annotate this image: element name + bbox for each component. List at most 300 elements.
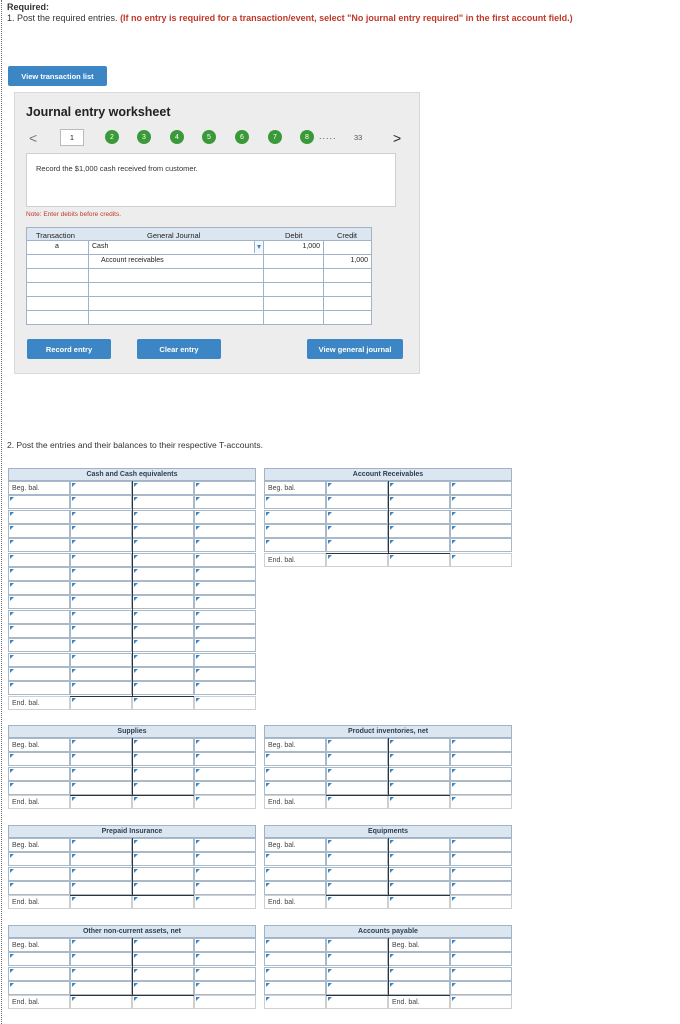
posting-field[interactable] [132,867,194,881]
beg-bal-field[interactable] [450,481,512,495]
beg-bal-field[interactable] [132,738,194,752]
required-instructions [7,2,667,24]
posting-field[interactable] [132,610,194,624]
page-2-button[interactable]: 2 [105,130,119,144]
transaction-cell[interactable] [27,311,89,324]
posting-field[interactable] [70,538,132,552]
t-account-divider [388,738,389,795]
debit-field[interactable] [264,255,324,268]
beg-bal-field[interactable] [326,738,388,752]
t-account-divider [388,838,389,895]
beg-bal-label [388,938,450,952]
posting-field[interactable] [8,624,70,638]
posting-field[interactable] [388,767,450,781]
t-account-title: Supplies [8,725,256,738]
posting-field[interactable] [132,495,194,509]
posting-field[interactable] [264,852,326,866]
posting-field[interactable] [132,881,194,895]
t-account-divider [388,481,389,553]
posting-field[interactable] [8,538,70,552]
posting-field[interactable] [194,495,256,509]
beg-bal-field[interactable] [388,838,450,852]
posting-field[interactable] [8,867,70,881]
debit-field[interactable] [264,311,324,324]
end-bal-field[interactable] [132,895,194,909]
journal-table-header [26,227,372,241]
end-bal-field[interactable] [264,995,326,1009]
beg-bal-field[interactable] [194,481,256,495]
account-field[interactable] [89,241,264,254]
view-general-journal-button[interactable]: View general journal [307,339,403,359]
posting-field[interactable] [388,524,450,538]
posting-field[interactable] [326,495,388,509]
end-bal-field[interactable] [194,795,256,809]
end-bal-field[interactable] [388,895,450,909]
posting-field[interactable] [132,981,194,995]
posting-field[interactable] [70,567,132,581]
posting-field[interactable] [326,967,388,981]
posting-field[interactable] [326,867,388,881]
posting-field[interactable] [388,981,450,995]
posting-field[interactable] [70,852,132,866]
beg-bal-field[interactable] [194,938,256,952]
posting-field[interactable] [194,638,256,652]
view-transaction-list-button[interactable]: View transaction list [8,66,107,86]
transaction-cell[interactable] [27,283,89,296]
posting-field[interactable] [388,867,450,881]
beg-bal-label [8,738,70,752]
posting-field[interactable] [132,667,194,681]
required-title: Required: [7,2,50,12]
credit-field[interactable] [324,269,371,282]
end-bal-label [264,553,326,567]
account-field[interactable] [89,255,264,268]
beg-bal-label [264,481,326,495]
posting-field[interactable] [326,781,388,795]
posting-field[interactable] [70,524,132,538]
posting-field[interactable] [450,767,512,781]
debit-field[interactable] [264,297,324,310]
posting-field[interactable] [264,767,326,781]
posting-field[interactable] [70,867,132,881]
end-bal-label [8,795,70,809]
t-account-title: Equipments [264,825,512,838]
posting-field[interactable] [70,881,132,895]
posting-field[interactable] [8,767,70,781]
posting-field[interactable] [388,952,450,966]
posting-field[interactable] [326,752,388,766]
header-transaction: Transaction [36,231,75,240]
beg-bal-field[interactable] [70,838,132,852]
balance-rule [70,995,194,996]
debit-field[interactable] [264,269,324,282]
posting-field[interactable] [194,952,256,966]
posting-field[interactable] [450,952,512,966]
posting-field[interactable] [70,581,132,595]
credit-field[interactable] [324,241,371,254]
posting-field[interactable] [194,624,256,638]
debit-credit-note: Note: Enter debits before credits. [26,211,122,218]
posting-field[interactable] [8,852,70,866]
end-bal-text: End. bal. [268,799,296,807]
posting-field[interactable] [8,610,70,624]
end-bal-row [8,895,256,909]
posting-field[interactable] [70,667,132,681]
current-page-box[interactable]: 1 [60,129,84,146]
beg-bal-field[interactable] [326,938,388,952]
posting-field[interactable] [388,510,450,524]
journal-row [26,241,372,255]
end-bal-row [264,995,512,1009]
t-account-title: Accounts payable [264,925,512,938]
end-bal-text: End. bal. [12,999,40,1007]
end-bal-field[interactable] [388,553,450,567]
page-4-button[interactable]: 4 [170,130,184,144]
posting-field[interactable] [194,553,256,567]
header-credit: Credit [337,231,358,240]
posting-field[interactable] [264,881,326,895]
account-field[interactable] [89,311,264,324]
posting-field[interactable] [450,981,512,995]
prev-page-arrow-icon[interactable]: < [29,130,38,146]
posting-field[interactable] [194,981,256,995]
debit-field[interactable] [264,241,324,254]
posting-field[interactable] [450,538,512,552]
posting-field[interactable] [326,981,388,995]
posting-field[interactable] [264,967,326,981]
beg-bal-text: Beg. bal. [268,485,296,492]
account-name: Account receivables [101,257,164,264]
end-bal-field[interactable] [326,995,388,1009]
posting-field[interactable] [70,638,132,652]
posting-field[interactable] [132,567,194,581]
beg-bal-field[interactable] [194,838,256,852]
end-bal-field[interactable] [326,895,388,909]
posting-field[interactable] [8,681,70,695]
balance-rule [326,553,450,554]
beg-bal-field[interactable] [194,738,256,752]
beg-bal-field[interactable] [388,738,450,752]
pages-ellipsis: ..... [319,131,337,141]
part-2-instruction: 2. Post the entries and their balances to their respective T-accounts. [7,440,263,450]
beg-bal-field[interactable] [70,738,132,752]
posting-field[interactable] [132,538,194,552]
end-bal-field[interactable] [388,795,450,809]
beg-bal-label [264,838,326,852]
page-8-button[interactable]: 8 [300,130,314,144]
posting-field[interactable] [70,510,132,524]
posting-field[interactable] [326,510,388,524]
beg-bal-text: Beg. bal. [268,742,296,749]
beg-bal-field[interactable] [70,481,132,495]
posting-field[interactable] [8,653,70,667]
posting-field[interactable] [70,595,132,609]
end-bal-field[interactable] [132,995,194,1009]
posting-field[interactable] [264,495,326,509]
header-general-journal: General Journal [147,231,201,240]
posting-field[interactable] [132,852,194,866]
required-instruction: 1. Post the required entries. (If no entry is required for a transaction/event, select "No journal entry required" in the first account field.) [7,13,573,23]
posting-field[interactable] [264,981,326,995]
posting-field[interactable] [326,767,388,781]
posting-field[interactable] [132,595,194,609]
posting-field[interactable] [450,752,512,766]
account-field[interactable] [89,269,264,282]
posting-field[interactable] [388,781,450,795]
beg-bal-label [8,838,70,852]
journal-row [26,311,372,325]
posting-field[interactable] [194,524,256,538]
header-debit: Debit [285,231,303,240]
posting-field[interactable] [388,495,450,509]
end-bal-field[interactable] [194,696,256,710]
posting-field[interactable] [70,681,132,695]
credit-field[interactable] [324,255,371,268]
posting-field[interactable] [194,881,256,895]
t-account-title: Account Receivables [264,468,512,481]
dropdown-arrow-icon[interactable] [254,241,263,253]
credit-field[interactable] [324,297,371,310]
beg-bal-text: Beg. bal. [12,485,40,492]
page-6-button[interactable]: 6 [235,130,249,144]
posting-field[interactable] [70,781,132,795]
posting-field[interactable] [194,510,256,524]
posting-field[interactable] [70,653,132,667]
account-name: Cash [92,243,109,250]
transaction-cell[interactable] [27,255,89,268]
posting-field[interactable] [8,781,70,795]
transaction-cell[interactable] [27,241,89,254]
page-7-button[interactable]: 7 [268,130,282,144]
posting-field[interactable] [8,967,70,981]
account-field[interactable] [89,297,264,310]
clear-entry-button[interactable]: Clear entry [137,339,221,359]
posting-field[interactable] [194,610,256,624]
posting-field[interactable] [450,881,512,895]
page-5-button[interactable]: 5 [202,130,216,144]
posting-field[interactable] [326,524,388,538]
end-bal-field[interactable] [450,795,512,809]
posting-field[interactable] [70,952,132,966]
posting-field[interactable] [132,510,194,524]
t-account-divider [388,938,389,995]
beg-bal-label [8,481,70,495]
end-bal-text: End. bal. [12,799,40,807]
posting-field[interactable] [132,624,194,638]
beg-bal-field[interactable] [326,481,388,495]
balance-rule [326,795,450,796]
posting-field[interactable] [264,781,326,795]
t-account-divider [132,481,133,696]
end-bal-label [8,696,70,710]
posting-field[interactable] [8,952,70,966]
transaction-description: Record the $1,000 cash received from customer. [36,164,198,173]
end-bal-field[interactable] [70,995,132,1009]
posting-field[interactable] [132,752,194,766]
beg-bal-field[interactable] [132,938,194,952]
end-bal-field[interactable] [194,995,256,1009]
balance-rule [70,696,194,697]
posting-field[interactable] [264,867,326,881]
posting-field[interactable] [194,581,256,595]
posting-field[interactable] [194,653,256,667]
posting-field[interactable] [264,524,326,538]
beg-bal-field[interactable] [450,938,512,952]
end-bal-field[interactable] [132,696,194,710]
posting-field[interactable] [70,767,132,781]
credit-field[interactable] [324,283,371,296]
end-bal-field[interactable] [70,895,132,909]
next-page-arrow-icon[interactable]: > [393,130,402,146]
posting-field[interactable] [132,581,194,595]
end-bal-field[interactable] [70,696,132,710]
beg-bal-field[interactable] [388,481,450,495]
journal-row [26,297,372,311]
posting-field[interactable] [264,752,326,766]
posting-field[interactable] [70,967,132,981]
end-bal-field[interactable] [450,995,512,1009]
posting-field[interactable] [8,581,70,595]
balance-rule [326,895,450,896]
posting-field[interactable] [194,781,256,795]
posting-field[interactable] [194,767,256,781]
page-33-button[interactable]: 33 [354,133,363,142]
posting-field[interactable] [70,981,132,995]
transaction-cell[interactable] [27,269,89,282]
posting-field[interactable] [132,524,194,538]
end-bal-field[interactable] [450,895,512,909]
record-entry-button[interactable]: Record entry [27,339,111,359]
beg-bal-field[interactable] [326,838,388,852]
worksheet-title: Journal entry worksheet [26,105,171,119]
beg-bal-field[interactable] [450,838,512,852]
beg-bal-text: Beg. bal. [12,942,40,949]
t-account-divider [132,938,133,995]
posting-field[interactable] [450,524,512,538]
end-bal-field[interactable] [326,553,388,567]
posting-field[interactable] [450,852,512,866]
t-account-divider [132,738,133,795]
posting-field[interactable] [194,567,256,581]
end-bal-label [264,895,326,909]
posting-field[interactable] [194,595,256,609]
posting-field[interactable] [264,952,326,966]
debit-field[interactable] [264,283,324,296]
posting-field[interactable] [8,567,70,581]
posting-field[interactable] [194,852,256,866]
beg-bal-field[interactable] [264,938,326,952]
account-field[interactable] [89,283,264,296]
beg-bal-field[interactable] [70,938,132,952]
posting-field[interactable] [194,967,256,981]
beg-bal-text: Beg. bal. [392,942,420,949]
posting-field[interactable] [264,510,326,524]
posting-field[interactable] [8,881,70,895]
beg-bal-field[interactable] [132,481,194,495]
posting-field[interactable] [70,752,132,766]
posting-field[interactable] [8,981,70,995]
posting-field[interactable] [70,553,132,567]
credit-field[interactable] [324,311,371,324]
posting-field[interactable] [326,852,388,866]
posting-field[interactable] [326,881,388,895]
beg-bal-label [264,738,326,752]
end-bal-field[interactable] [70,795,132,809]
posting-field[interactable] [194,681,256,695]
end-bal-row [264,895,512,909]
posting-field[interactable] [8,495,70,509]
posting-field[interactable] [132,952,194,966]
end-bal-row [8,995,256,1009]
end-bal-label [264,795,326,809]
posting-field[interactable] [132,653,194,667]
posting-field[interactable] [8,510,70,524]
balance-rule [70,895,194,896]
posting-field[interactable] [132,967,194,981]
t-account-title: Other non-current assets, net [8,925,256,938]
posting-field[interactable] [132,681,194,695]
posting-field[interactable] [194,752,256,766]
transaction-description-box [26,153,396,207]
end-bal-row [8,795,256,809]
end-bal-field[interactable] [326,795,388,809]
posting-field[interactable] [132,767,194,781]
posting-field[interactable] [388,752,450,766]
posting-field[interactable] [326,538,388,552]
posting-field[interactable] [388,967,450,981]
posting-field[interactable] [132,553,194,567]
end-bal-text: End. bal. [268,556,296,564]
beg-bal-text: Beg. bal. [12,742,40,749]
beg-bal-text: Beg. bal. [268,842,296,849]
posting-field[interactable] [70,610,132,624]
posting-field[interactable] [8,524,70,538]
posting-field[interactable] [194,667,256,681]
posting-field[interactable] [450,781,512,795]
beg-bal-field[interactable] [132,838,194,852]
posting-field[interactable] [264,538,326,552]
journal-row [26,283,372,297]
posting-field[interactable] [70,624,132,638]
posting-field[interactable] [8,752,70,766]
posting-field[interactable] [450,495,512,509]
posting-field[interactable] [388,538,450,552]
posting-field[interactable] [132,781,194,795]
posting-field[interactable] [388,852,450,866]
posting-field[interactable] [326,952,388,966]
beg-bal-field[interactable] [450,738,512,752]
end-bal-text: End. bal. [12,899,40,907]
page-3-button[interactable]: 3 [137,130,151,144]
posting-field[interactable] [194,867,256,881]
posting-field[interactable] [8,595,70,609]
posting-field[interactable] [132,638,194,652]
posting-field[interactable] [450,510,512,524]
posting-field[interactable] [70,495,132,509]
transaction-cell[interactable] [27,297,89,310]
posting-field[interactable] [450,867,512,881]
posting-field[interactable] [8,553,70,567]
posting-field[interactable] [388,881,450,895]
end-bal-field[interactable] [132,795,194,809]
credit-value: 1,000 [350,257,368,264]
end-bal-field[interactable] [194,895,256,909]
posting-field[interactable] [450,967,512,981]
posting-field[interactable] [194,538,256,552]
posting-field[interactable] [8,667,70,681]
posting-field[interactable] [8,638,70,652]
end-bal-field[interactable] [450,553,512,567]
